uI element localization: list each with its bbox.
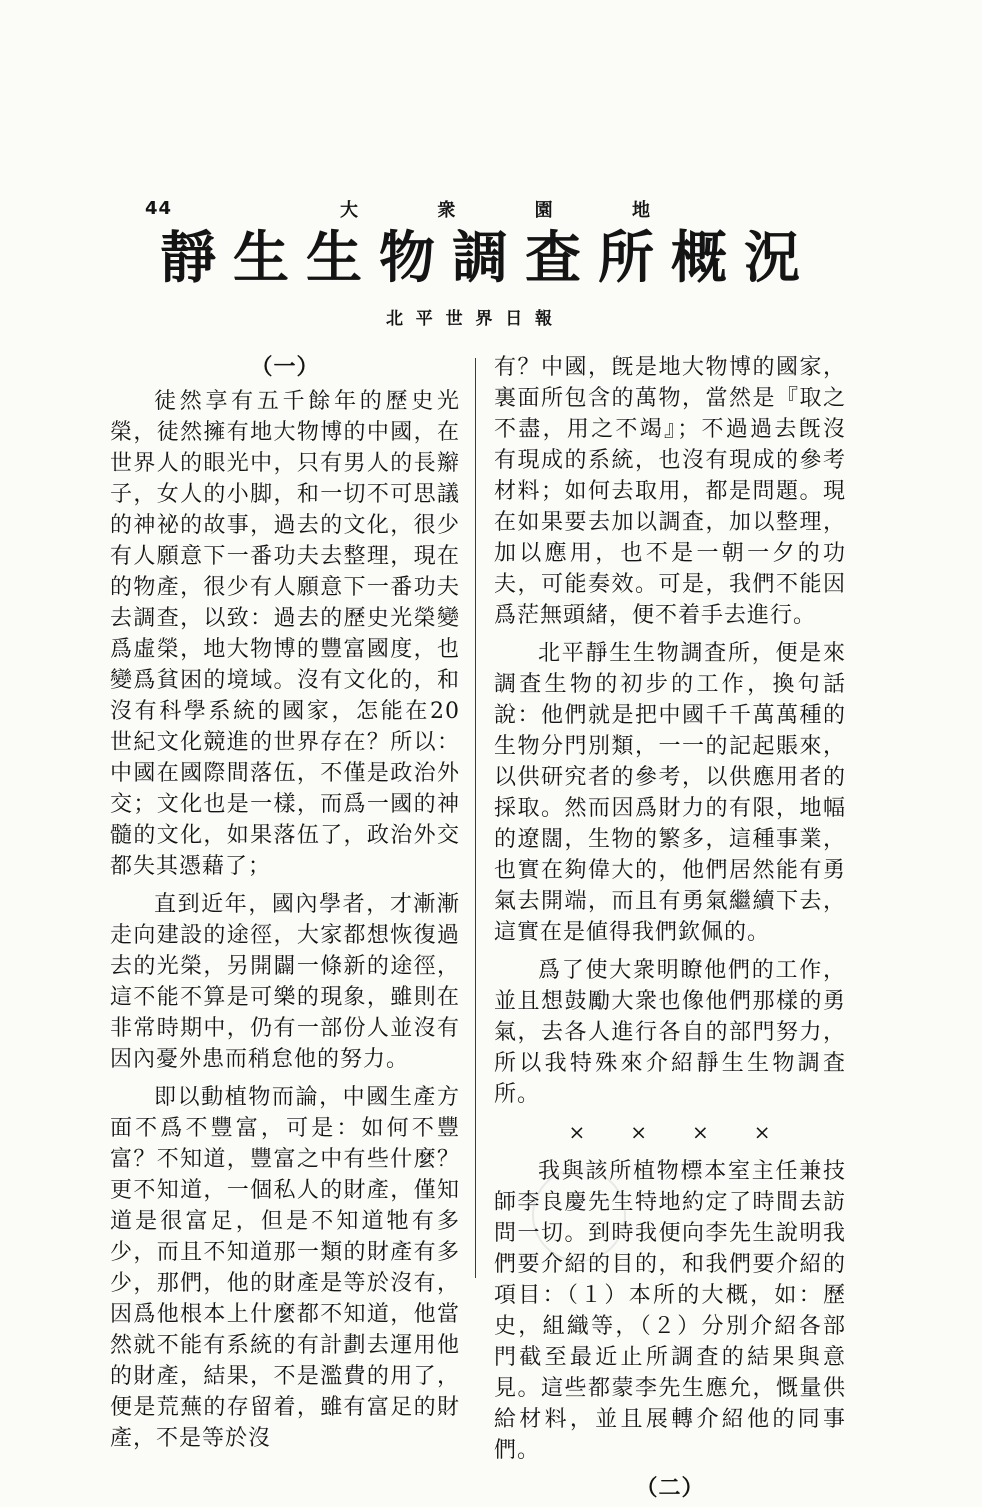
byline-char: 世 [445,309,463,329]
title-char: 物 [379,225,435,291]
article-title [160,222,800,294]
page-number: 44 [145,198,173,219]
byline-char: 報 [534,309,552,329]
separator-mark: × [568,1120,587,1144]
title-char: 生 [306,225,362,291]
byline-char: 日 [505,309,523,329]
body-paragraph: 直到近年，國內學者，才漸漸走向建設的途徑，大家都想恢復過去的光榮，另開闢一條新的途徑，這不能不算是可樂的現象，雖則在非常時期中，仍有一部份人並沒有因內憂外患而稍怠他的努力。 [110,892,460,1072]
title-char: 概 [671,225,727,291]
title-char: 調 [452,225,508,291]
title-char: 所 [598,225,654,291]
section-heading: （一） [250,354,320,380]
title-char: 靜 [160,225,216,291]
body-paragraph: 北平靜生生物調査所，便是來調査生物的初步的工作，換句話說：他們就是把中國千千萬萬種的生物分門別類，一一的記起賬來，以供研究者的參考，以供應用者的採取。然而因爲財力的有限，地幅的遼闊，生物的繁多，這種事業，也實在夠偉大的，他們居然能有勇氣去開端，而且有勇氣繼續下去，這實在是値得我們欽佩的。 [494,641,846,945]
separator-mark: × [630,1120,648,1144]
running-head-char: 大 [340,200,358,221]
byline-char: 界 [475,309,493,329]
byline [386,304,552,329]
title-char: 生 [233,225,289,291]
left-column [110,352,460,1461]
byline-char: 北 [386,309,403,329]
section-heading-2: （二） [635,1475,705,1501]
running-head-char: 園 [534,200,553,221]
running-head-char: 衆 [437,200,456,221]
column-divider [475,358,476,1278]
body-paragraph: 即以動植物而論，中國生產方面不爲不豐富，可是：如何不豐富？不知道，豐富之中有些什麼？更不知道，一個私人的財產，僅知道是很富足，但是不知道牠有多少，而且不知道那一類的財產有多少，那們，他的財產是等於沒有，因爲他根本上什麼都不知道，他當然就不能有系統的有計劃去運用他的財產，結果，不是濫費的用了，便是荒蕪的存留着，雖有富足的財產，不是等於沒 [110,1085,460,1451]
title-char: 況 [744,225,800,291]
running-head-char: 地 [631,200,650,221]
byline-char: 平 [415,309,433,329]
right-column [494,352,846,1507]
body-paragraph: 我與該所植物標本室主任兼技師李良慶先生特地約定了時間去訪問一切。到時我便向李先生說明我們要介紹的目的，和我們要介紹的項目：（１）本所的大概，如：歷史，組織等，（２）分別介紹各部門截至最近止所調査的結果與意見。這些都蒙李先生應允，慨量供給材料，並且展轉介紹他的同事們。 [494,1159,846,1463]
title-char: 査 [525,225,581,291]
body-paragraph: 爲了使大衆明瞭他們的工作，並且想鼓勵大衆也像他們那樣的勇氣，去各人進行各自的部門努力，所以我特殊來介紹靜生生物調査所。 [494,958,846,1107]
section-separator [494,1117,846,1148]
separator-mark: × [692,1120,710,1144]
running-head [340,196,650,222]
separator-mark: × [753,1120,772,1144]
body-paragraph: 有？中國，旣是地大物博的國家，裏面所包含的萬物，當然是『取之不盡，用之不竭』；不過過去旣沒有現成的系統，也沒有現成的參考材料；如何去取用，都是問題。現在如果要去加以調査，加以整理，加以應用，也不是一朝一夕的功夫，可能奏效。可是，我們不能因爲茫無頭緒，便不着手去進行。 [494,355,846,628]
body-paragraph: 徒然享有五千餘年的歷史光榮，徒然擁有地大物博的中國，在世界人的眼光中，只有男人的長辮子，女人的小脚，和一切不可思議的神祕的故事，過去的文化，很少有人願意下一番功夫去整理，現在的物產，很少有人願意下一番功夫去調查，以致：過去的歷史光榮變爲虛榮，地大物博的豐富國度，也變爲貧困的境域。沒有文化的，和沒有科學系統的國家，怎能在20世紀文化競進的世界存在？所以：中國在國際間落伍，不僅是政治外交；文化也是一樣，而爲一國的神髓的文化，如果落伍了，政治外交都失其憑藉了； [110,389,460,879]
